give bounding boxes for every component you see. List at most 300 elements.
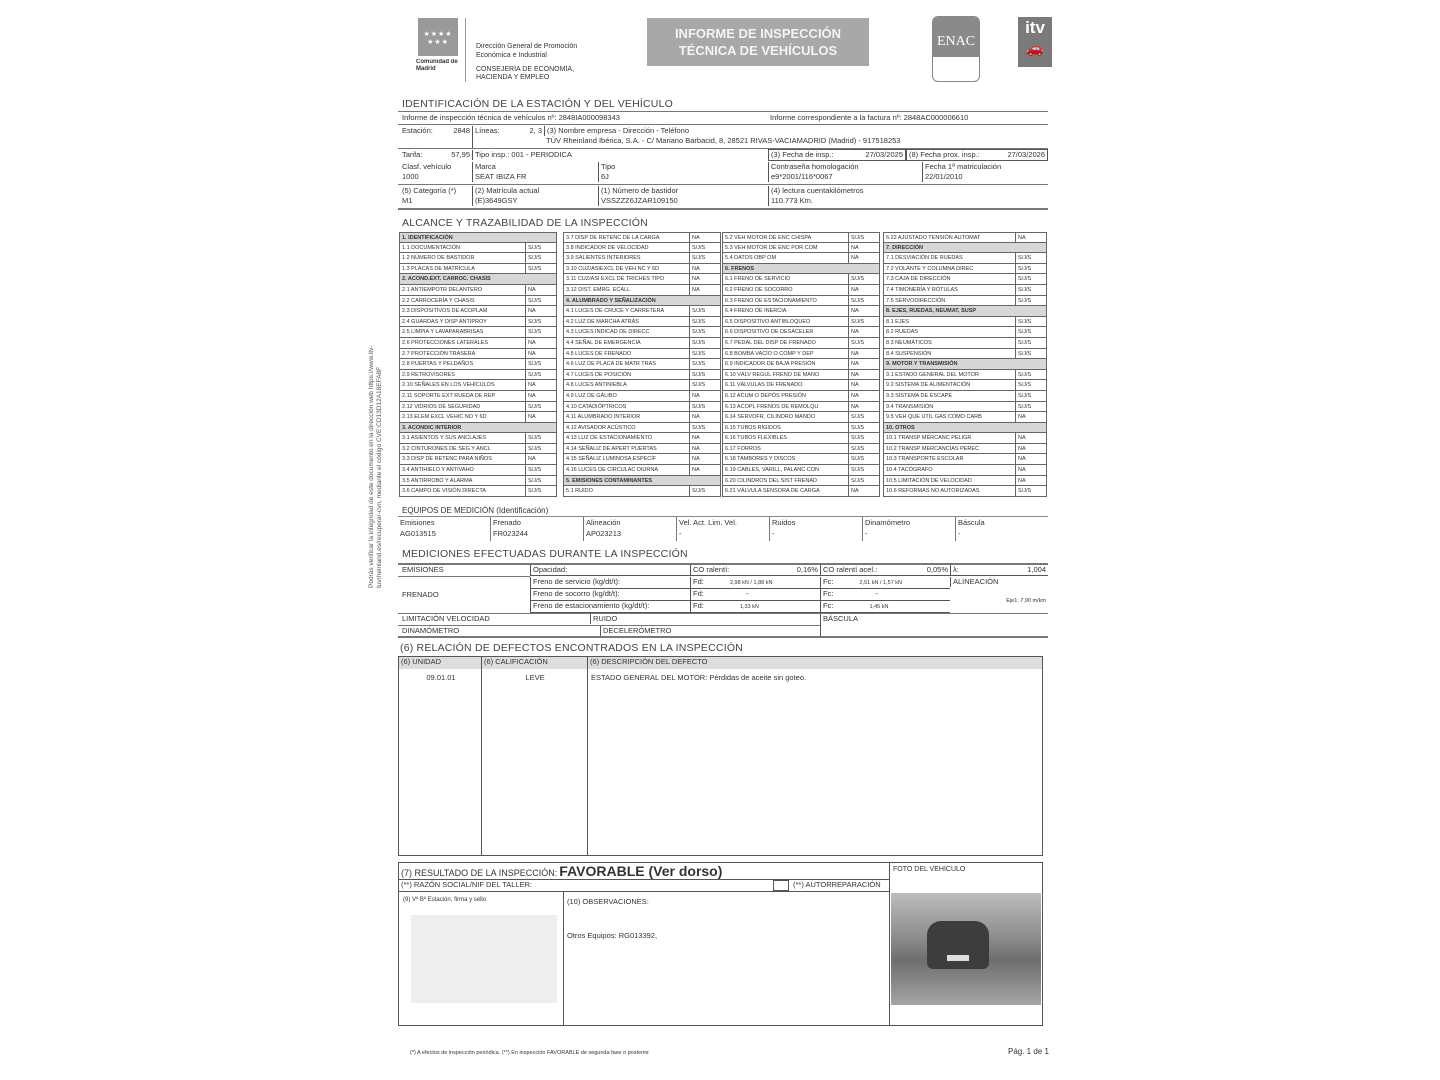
station-stamp-redacted	[411, 915, 557, 1003]
scope-item-result: S/J/S	[689, 253, 720, 263]
dept-line-4: HACIENDA Y EMPLEO	[476, 74, 550, 81]
first-registration: 22/01/2010	[922, 172, 1048, 182]
scope-row	[722, 476, 880, 487]
scope-item-label: 6.9 INDICADOR DE BAJA PRESIÓN	[725, 361, 816, 368]
scope-row	[722, 380, 880, 391]
scope-item-label: 4.13 LUZ DE ESTACIONAMIENTO	[566, 435, 652, 442]
report-number: Informe de inspección técnica de vehículos nº: 2848IA000098343	[402, 113, 620, 122]
scope-item-label: 6.13 ACOPL FRENOS DE REMOLQU	[725, 403, 819, 410]
scope-item-label: 2.2 CARROCERÍA Y CHASIS	[402, 297, 475, 304]
scope-item-result: S/J/S	[525, 359, 556, 369]
scope-item-label: 8.4 SUSPENSIÓN	[886, 350, 932, 357]
scope-row	[563, 444, 721, 455]
scope-item-label: 6.22 AJUSTADO TENSIÓN AUTOMAT	[886, 235, 981, 241]
divider	[587, 657, 588, 855]
scope-row	[883, 306, 1047, 317]
scope-row	[883, 317, 1047, 328]
scope-item-label: 6.19 CABLES, VARILL, PALANC CON	[725, 467, 819, 474]
decelerometer-label: DECELERÓMETRO	[600, 626, 820, 636]
scope-row	[883, 349, 1047, 360]
scope-item-label: 6.10 VÁLV REGUL FRENO DE MANO	[725, 371, 820, 378]
scope-item-label: 2.7 PROTECCIÓN TRASERA	[402, 350, 476, 357]
scope-item-result: NA	[1015, 433, 1046, 443]
title-line-2: TÉCNICA DE VEHÍCULOS	[678, 43, 838, 58]
scope-item-result: NA	[689, 274, 720, 284]
scope-row	[563, 317, 721, 328]
scope-row	[399, 391, 557, 402]
scope-item-result: S/J/S	[848, 454, 879, 464]
scope-item-label: 2.11 SOPORTE EXT RUEDA DE REP	[402, 392, 496, 399]
scope-item-label: 6.2 FRENO DE SOCORRO	[725, 286, 793, 293]
equipment-label: Ruidos	[772, 518, 796, 527]
scope-item-label: 7.3 CAJA DE DIRECCIÓN	[886, 276, 951, 283]
scope-item-result: NA	[525, 380, 556, 390]
scope-item-result: S/J/S	[1015, 338, 1046, 348]
equipment-id: AP023213	[586, 529, 622, 538]
scope-item-result: S/J/S	[848, 233, 879, 242]
scope-item-label: 8.3 NEUMÁTICOS	[886, 339, 932, 346]
scope-item-result: S/J/S	[848, 476, 879, 486]
divider	[399, 891, 889, 892]
scope-item-result: S/J/S	[525, 486, 556, 496]
scope-item-label: 2.8 PUERTAS Y PELDAÑOS	[402, 361, 474, 368]
alignment-label: ALINEACIÓN	[950, 577, 1048, 587]
scope-item-label: 2. ACOND.EXT. CARROC. CHASIS	[402, 276, 491, 283]
company-info: TÜV Rheinland Ibérica, S.A. - C/ Mariano Barbacid, 8, 28521 RIVAS-VACIAMADRID (Madrid) - 917518253	[546, 136, 901, 145]
divider	[563, 892, 564, 1025]
divider	[398, 208, 1048, 210]
next-inspection-date: (8) Fecha prox. insp.: 27/03/2026	[906, 149, 1048, 161]
inspection-report-page	[368, 14, 1050, 1064]
scope-item-result: NA	[848, 380, 879, 390]
dyno-label: DINAMÓMETRO	[402, 626, 460, 635]
scope-item-label: 4.10 CATADIÓPTRICOS	[566, 403, 627, 410]
scope-item-result: S/J/S	[1015, 327, 1046, 337]
scope-item-result: NA	[525, 391, 556, 401]
scope-item-label: 3.7 DISP DE RETENC DE LA CARGA	[566, 235, 660, 241]
scope-item-result: NA	[689, 391, 720, 401]
fee: Tarifa: 57,95	[402, 150, 470, 159]
scope-item-label: 3.12 DIST. EMRG. ECALL	[566, 286, 631, 293]
scope-item-label: 9.3 SISTEMA DE ESCAPE	[886, 392, 953, 399]
lines: Líneas: 2, 3	[472, 126, 544, 148]
equipment-item	[398, 517, 490, 541]
scope-item-label: 6.15 TUBOS RÍGIDOS	[725, 424, 781, 431]
scope-item-label: 6.11 VÁLVULAS DE FRENADO	[725, 382, 803, 389]
scope-item-result: S/J/S	[1015, 253, 1046, 263]
scope-item-result: S/J/S	[525, 433, 556, 443]
self-repair-checkbox[interactable]	[773, 880, 789, 891]
scope-item-result: S/J/S	[848, 423, 879, 433]
report-title	[647, 18, 869, 66]
scope-row	[722, 433, 880, 444]
scope-item-result: S/J/S	[848, 296, 879, 306]
scope-item-result: S/J/S	[525, 264, 556, 274]
scope-column-4	[883, 232, 1047, 497]
scope-row	[883, 380, 1047, 391]
scope-item-label: 6.5 DISPOSITIVO ANTIBLOQUEO	[725, 318, 811, 325]
scope-item-label: 9.4 TRANSMISIÓN	[886, 403, 934, 410]
scope-item-result: NA	[525, 285, 556, 295]
measurements-title: MEDICIONES EFECTUADAS DURANTE LA INSPECCIÓN	[402, 548, 688, 560]
equipment-item	[955, 517, 1048, 541]
scope-row	[399, 306, 557, 317]
category: M1	[402, 196, 413, 205]
scope-row	[883, 444, 1047, 455]
scope-item-result: NA	[1015, 412, 1046, 422]
dept-line-1: Dirección General de Promoción	[476, 43, 578, 50]
company-label: (3) Nombre empresa - Dirección - Teléfono	[544, 126, 1048, 136]
scope-row	[399, 370, 557, 381]
equipment-label: Báscula	[958, 518, 985, 527]
scope-item-result: S/J/S	[848, 412, 879, 422]
scope-item-label: 4.1 LUCES DE CRUCE Y CARRETERA	[566, 308, 665, 315]
scope-item-label: 7.1 DESVIACIÓN DE RUEDAS	[886, 255, 963, 262]
scope-row	[399, 232, 557, 243]
equipment-label: Vel. Act. Lim. Vel.	[679, 518, 737, 527]
scope-row	[722, 264, 880, 275]
scope-item-result: S/J/S	[689, 317, 720, 327]
scope-row	[563, 433, 721, 444]
col-unit-header: (6) UNIDAD	[399, 657, 481, 669]
scope-row	[883, 232, 1047, 243]
scope-row	[399, 327, 557, 338]
scope-row	[563, 232, 721, 243]
scope-item-label: 3. ACONDIC INTERIOR	[402, 424, 462, 431]
scope-row	[883, 264, 1047, 275]
scope-row	[563, 306, 721, 317]
equipment-row	[398, 517, 1048, 541]
service-brake-fc: Fc: 2,51 kN / 1,57 kN	[820, 577, 950, 589]
scope-item-label: 3.9 SALIENTES INTERIORES	[566, 255, 641, 262]
lambda: λ: 1,004	[950, 565, 1048, 576]
scope-item-result: NA	[848, 349, 879, 359]
parking-brake-fc: Fc: 1,45 kN	[820, 601, 950, 613]
scope-item-label: 2.10 SEÑALES EN LOS VEHÍCULOS	[402, 382, 495, 389]
scope-item-result: NA	[689, 465, 720, 475]
scope-row	[722, 327, 880, 338]
scope-row	[883, 402, 1047, 413]
scope-item-label: 1.1 DOCUMENTACIÓN	[402, 244, 460, 251]
scope-item-label: 4.2 LUZ DE MARCHA ATRÁS	[566, 318, 639, 325]
scope-column-1	[399, 232, 557, 497]
scope-item-result: S/J/S	[689, 243, 720, 253]
scope-row	[563, 412, 721, 423]
scope-item-label: 3.1 ASIENTOS Y SUS ANCLAJES	[402, 435, 487, 442]
scope-item-label: 6.3 FRENO DE ESTACIONAMIENTO	[725, 297, 817, 304]
scope-row	[722, 423, 880, 434]
scope-item-result: S/J/S	[1015, 370, 1046, 380]
scope-item-label: 3.10 CUZ/ASIEXCL DE VEH NC Y 6D	[566, 265, 660, 272]
equipment-item	[583, 517, 676, 541]
scope-item-result: NA	[525, 349, 556, 359]
equipment-id: AG013515	[400, 529, 436, 538]
scope-item-label: 7.4 TIMONERÍA Y RÓTULAS	[886, 286, 958, 293]
scope-item-result: NA	[689, 285, 720, 295]
scope-item-result: S/J/S	[525, 370, 556, 380]
scope-row	[563, 359, 721, 370]
scope-item-label: 1.3 PLACAS DE MATRÍCULA	[402, 265, 475, 272]
scope-item-label: 3.8 INDICADOR DE VELOCIDAD	[566, 244, 649, 251]
identification-title: IDENTIFICACIÓN DE LA ESTACIÓN Y DEL VEHÍCULO	[402, 98, 673, 110]
noise-label: RUIDO	[590, 614, 820, 624]
scope-row	[883, 465, 1047, 476]
scope-row	[563, 285, 721, 296]
scope-item-label: 2.3 DISPOSITIVOS DE ACOPLAM	[402, 308, 488, 315]
scope-row	[399, 444, 557, 455]
scope-column-2	[563, 232, 721, 497]
scope-item-result: NA	[1015, 454, 1046, 464]
scope-row	[399, 402, 557, 413]
scope-item-result: NA	[848, 285, 879, 295]
scope-item-label: 2.5 LIMPIA Y LAVAPARABRISAS	[402, 329, 484, 336]
dept-line-3: CONSEJERÍA DE ECONOMÍA,	[476, 66, 575, 73]
scope-row	[883, 486, 1047, 497]
scope-item-label: 10. OTROS	[886, 424, 915, 431]
braking-label: FRENADO	[402, 590, 439, 599]
scope-row	[399, 359, 557, 370]
scope-item-label: 10.2 TRANSP MERCANCÍAS PEREC	[886, 445, 980, 452]
scope-row	[722, 306, 880, 317]
scope-row	[563, 476, 721, 487]
scope-item-label: 10.1 TRANSP MERCANC PELIGR	[886, 435, 972, 442]
scope-item-result: NA	[525, 306, 556, 316]
scope-row	[399, 486, 557, 497]
alignment-value: Eje1: 7,90 m/km	[1006, 598, 1046, 604]
comunidad-madrid-logo	[418, 18, 458, 56]
scope-item-result: NA	[1015, 444, 1046, 454]
scope-item-label: 3.5 ANTIRROBO Y ALARMA	[402, 477, 473, 484]
equipment-item	[676, 517, 769, 541]
co-accel: CO ralentí acel.: 0,05%	[820, 565, 950, 576]
scope-item-result: NA	[1015, 465, 1046, 475]
brand-label: Marca	[472, 162, 598, 172]
station: Estación: 2848	[402, 126, 470, 135]
scope-item-result: NA	[848, 359, 879, 369]
col-description-header: (6) DESCRIPCIÓN DEL DEFECTO	[587, 657, 1042, 669]
odometer-label: (4) lectura cuentakilómetros	[768, 186, 1048, 196]
inspection-scope-grid	[399, 232, 1047, 498]
verification-note	[368, 346, 384, 588]
license-plate: (E)3649GSY	[472, 196, 598, 206]
scope-row	[399, 423, 557, 434]
scope-item-result: S/J/S	[689, 338, 720, 348]
result-label: (7) RESULTADO DE LA INSPECCIÓN:	[401, 868, 558, 878]
scope-item-result: NA	[848, 402, 879, 412]
scope-row	[883, 476, 1047, 487]
scope-item-result: NA	[848, 253, 879, 263]
scope-row	[399, 433, 557, 444]
divider	[398, 124, 1048, 125]
parking-brake-fd: Fd: 1,33 kN	[690, 601, 820, 613]
scope-row	[563, 391, 721, 402]
scope-item-label: 2.6 PROTECCIONES LATERALES	[402, 339, 489, 346]
result-value: FAVORABLE (Ver dorso)	[559, 864, 723, 879]
header-divider	[465, 18, 466, 82]
scope-item-result: S/J/S	[1015, 274, 1046, 284]
scope-row	[399, 285, 557, 296]
divider	[481, 657, 482, 855]
footer-note: (*) A efectos de inspección periódica. (**) En inspección FAVORABLE de segunda fase o posterior.	[410, 1050, 651, 1056]
scope-row	[722, 359, 880, 370]
scope-item-label: 4.16 LUCES DE CIRCULAC DIURNA	[566, 467, 658, 474]
scope-item-label: 6.7 PEDAL DEL DISP DE FRENADO	[725, 339, 816, 346]
photo-label: FOTO DEL VEHÍCULO	[893, 866, 966, 873]
scope-row	[563, 264, 721, 275]
car-silhouette	[927, 921, 989, 969]
page-number: Pág. 1 de 1	[1008, 1047, 1049, 1056]
scope-item-label: 5.1 RUIDO	[566, 488, 593, 495]
scope-item-result: NA	[1015, 233, 1046, 242]
scope-row	[883, 412, 1047, 423]
itv-label: itv	[1025, 18, 1045, 37]
scope-item-result: S/J/S	[1015, 264, 1046, 274]
dept-line-2: Económica e Industrial	[476, 52, 547, 59]
itv-logo	[1018, 17, 1052, 67]
scope-item-label: 9.5 VEH QUE UTIL GAS COMO CARB	[886, 414, 982, 421]
scope-row	[722, 402, 880, 413]
scope-item-result: NA	[848, 370, 879, 380]
scope-item-label: 4.6 LUZ DE PLACA DE MATR TRAS	[566, 361, 656, 368]
scope-item-result: NA	[525, 338, 556, 348]
scope-item-label: 6.14 SERVOFR, CILINDRO MANDO	[725, 414, 816, 421]
scope-title: ALCANCE Y TRAZABILIDAD DE LA INSPECCIÓN	[402, 217, 648, 229]
first-registration-label: Fecha 1ª matriculación	[922, 162, 1048, 172]
divider	[398, 184, 1048, 185]
scope-row	[883, 285, 1047, 296]
scope-item-label: 6.17 FORROS	[725, 445, 761, 452]
observations-label: (10) OBSERVACIONES:	[567, 897, 649, 906]
equipment-id: -	[772, 529, 775, 538]
scope-item-label: 3.4 ANTIHIELO Y ANTIVAHO	[402, 467, 474, 474]
scope-item-result: NA	[689, 444, 720, 454]
scope-row	[563, 338, 721, 349]
scope-item-label: 4.3 LUCES INDICAD DE DIRECC	[566, 329, 650, 336]
scope-row	[563, 370, 721, 381]
scope-item-result: NA	[689, 233, 720, 242]
scope-item-result: S/J/S	[525, 296, 556, 306]
scope-item-label: 5. EMISIONES CONTAMINANTES	[566, 477, 653, 484]
vehicle-class: 1000	[402, 172, 419, 181]
scope-row	[883, 327, 1047, 338]
scope-item-result: S/J/S	[689, 380, 720, 390]
scope-row	[563, 274, 721, 285]
equipment-item	[490, 517, 583, 541]
scope-row	[722, 370, 880, 381]
scope-row	[722, 391, 880, 402]
scope-item-label: 6.12 ACUM O DEPÓS PRESIÓN	[725, 392, 806, 399]
scope-item-result: S/J/S	[525, 465, 556, 475]
scope-row	[883, 391, 1047, 402]
scope-item-label: 7. DIRECCIÓN	[886, 244, 923, 251]
scope-item-label: 4.11 ALUMBRADO INTERIOR	[566, 414, 641, 421]
scope-item-label: 4.12 AVISADOR ACÚSTICO	[566, 424, 636, 431]
scope-row	[722, 253, 880, 264]
scope-row	[722, 285, 880, 296]
scope-item-label: 3.11 CUZ/ASI EXCL DE TRICHES TIPO	[566, 276, 665, 283]
scope-item-label: 4.9 LUZ DE GÁLIBO	[566, 392, 617, 399]
scope-row	[399, 317, 557, 328]
scope-row	[722, 296, 880, 307]
scope-row	[563, 243, 721, 254]
scope-item-label: 4.5 LUCES DE FRENADO	[566, 350, 632, 357]
scope-item-result: S/J/S	[1015, 380, 1046, 390]
vehicle-type: 6J	[598, 172, 768, 182]
scope-row	[722, 349, 880, 360]
scope-item-result: S/J/S	[689, 402, 720, 412]
scope-row	[399, 380, 557, 391]
scope-item-result: NA	[848, 391, 879, 401]
scope-row	[883, 454, 1047, 465]
homologation-label: Contraseña homologación	[768, 162, 922, 172]
scope-item-result: NA	[689, 412, 720, 422]
emergency-brake-fc: Fc: -	[820, 589, 950, 601]
verification-line-2: tuvrheinland.es/recuperar-cvn, mediante el código CVE:CD13D12A18EFA8F	[376, 366, 383, 588]
scope-row	[563, 423, 721, 434]
scope-item-label: 9. MOTOR Y TRANSMISIÓN	[886, 361, 958, 368]
scope-item-label: 9.1 ESTADO GENERAL DEL MOTOR	[886, 371, 979, 378]
vin-label: (1) Número de bastidor	[598, 186, 768, 196]
equipment-id: FR023244	[493, 529, 529, 538]
car-icon: 🚗	[1026, 40, 1044, 56]
scope-item-label: 6.1 FRENO DE SERVICIO	[725, 276, 791, 283]
emergency-brake-fd: Fd: -	[690, 589, 820, 601]
scope-item-label: 9.2 SISTEMA DE ALIMENTACIÓN	[886, 382, 971, 389]
scope-item-result: S/J/S	[848, 274, 879, 284]
scope-item-result: NA	[848, 327, 879, 337]
defect-grade: LEVE	[525, 673, 545, 682]
scope-item-label: 4.15 SEÑALIZ LUMINOSA ESPECÍF	[566, 456, 657, 463]
scope-row	[722, 274, 880, 285]
scope-item-label: 2.1 ANTIEMPOTR DELANTERO	[402, 286, 483, 293]
enac-label: ENAC	[933, 17, 979, 57]
vin: VSSZZZ6JZAR109150	[598, 196, 768, 206]
scope-row	[399, 465, 557, 476]
inspection-result	[399, 864, 889, 879]
scope-item-label: 6.6 DISPOSITIVO DE DESACELER	[725, 329, 814, 336]
scope-item-result: NA	[848, 243, 879, 253]
scope-item-result: S/J/S	[1015, 296, 1046, 306]
scope-item-result: S/J/S	[525, 327, 556, 337]
scope-row	[563, 465, 721, 476]
scope-row	[883, 243, 1047, 254]
scope-row	[563, 296, 721, 307]
region-name: Comunidad de Madrid	[416, 59, 458, 72]
scope-item-label: 7.5 SERVODIRECCIÓN	[886, 297, 946, 304]
plate-icon	[947, 955, 969, 961]
scope-row	[563, 253, 721, 264]
scope-item-result: S/J/S	[525, 253, 556, 263]
defects-table	[398, 656, 1043, 856]
scope-item-label: 8. EJES, RUEDAS, NEUMAT, SUSP	[886, 308, 977, 315]
parking-brake-label: Freno de estacionamiento (kg/dt/t):	[530, 601, 690, 613]
scope-row	[722, 444, 880, 455]
scope-row	[883, 253, 1047, 264]
odometer: 110.773 Km.	[768, 196, 1048, 206]
divider	[398, 111, 1048, 112]
verification-line-1: Podrás verificar la integridad de este documento en la dirección web https://www.itv-	[368, 345, 375, 588]
scope-item-label: 3.3 DISP DE RETENC PARA NIÑOS	[402, 456, 492, 463]
scope-item-label: 4.14 SEÑALIZ DE APERT PUERTAS	[566, 445, 657, 452]
scope-item-result: S/J/S	[848, 433, 879, 443]
scope-item-result: NA	[525, 454, 556, 464]
type-label: Tipo	[598, 162, 768, 172]
scope-item-label: 10.4 TACÓGRAFO	[886, 467, 933, 474]
scope-item-result: S/J/S	[525, 317, 556, 327]
defects-title: (6) RELACIÓN DE DEFECTOS ENCONTRADOS EN LA INSPECCIÓN	[400, 642, 743, 654]
scope-item-label: 1.2 NÚMERO DE BASTIDOR	[402, 255, 475, 262]
scope-item-label: 10.3 TRANSPORTE ESCOLAR	[886, 456, 964, 463]
